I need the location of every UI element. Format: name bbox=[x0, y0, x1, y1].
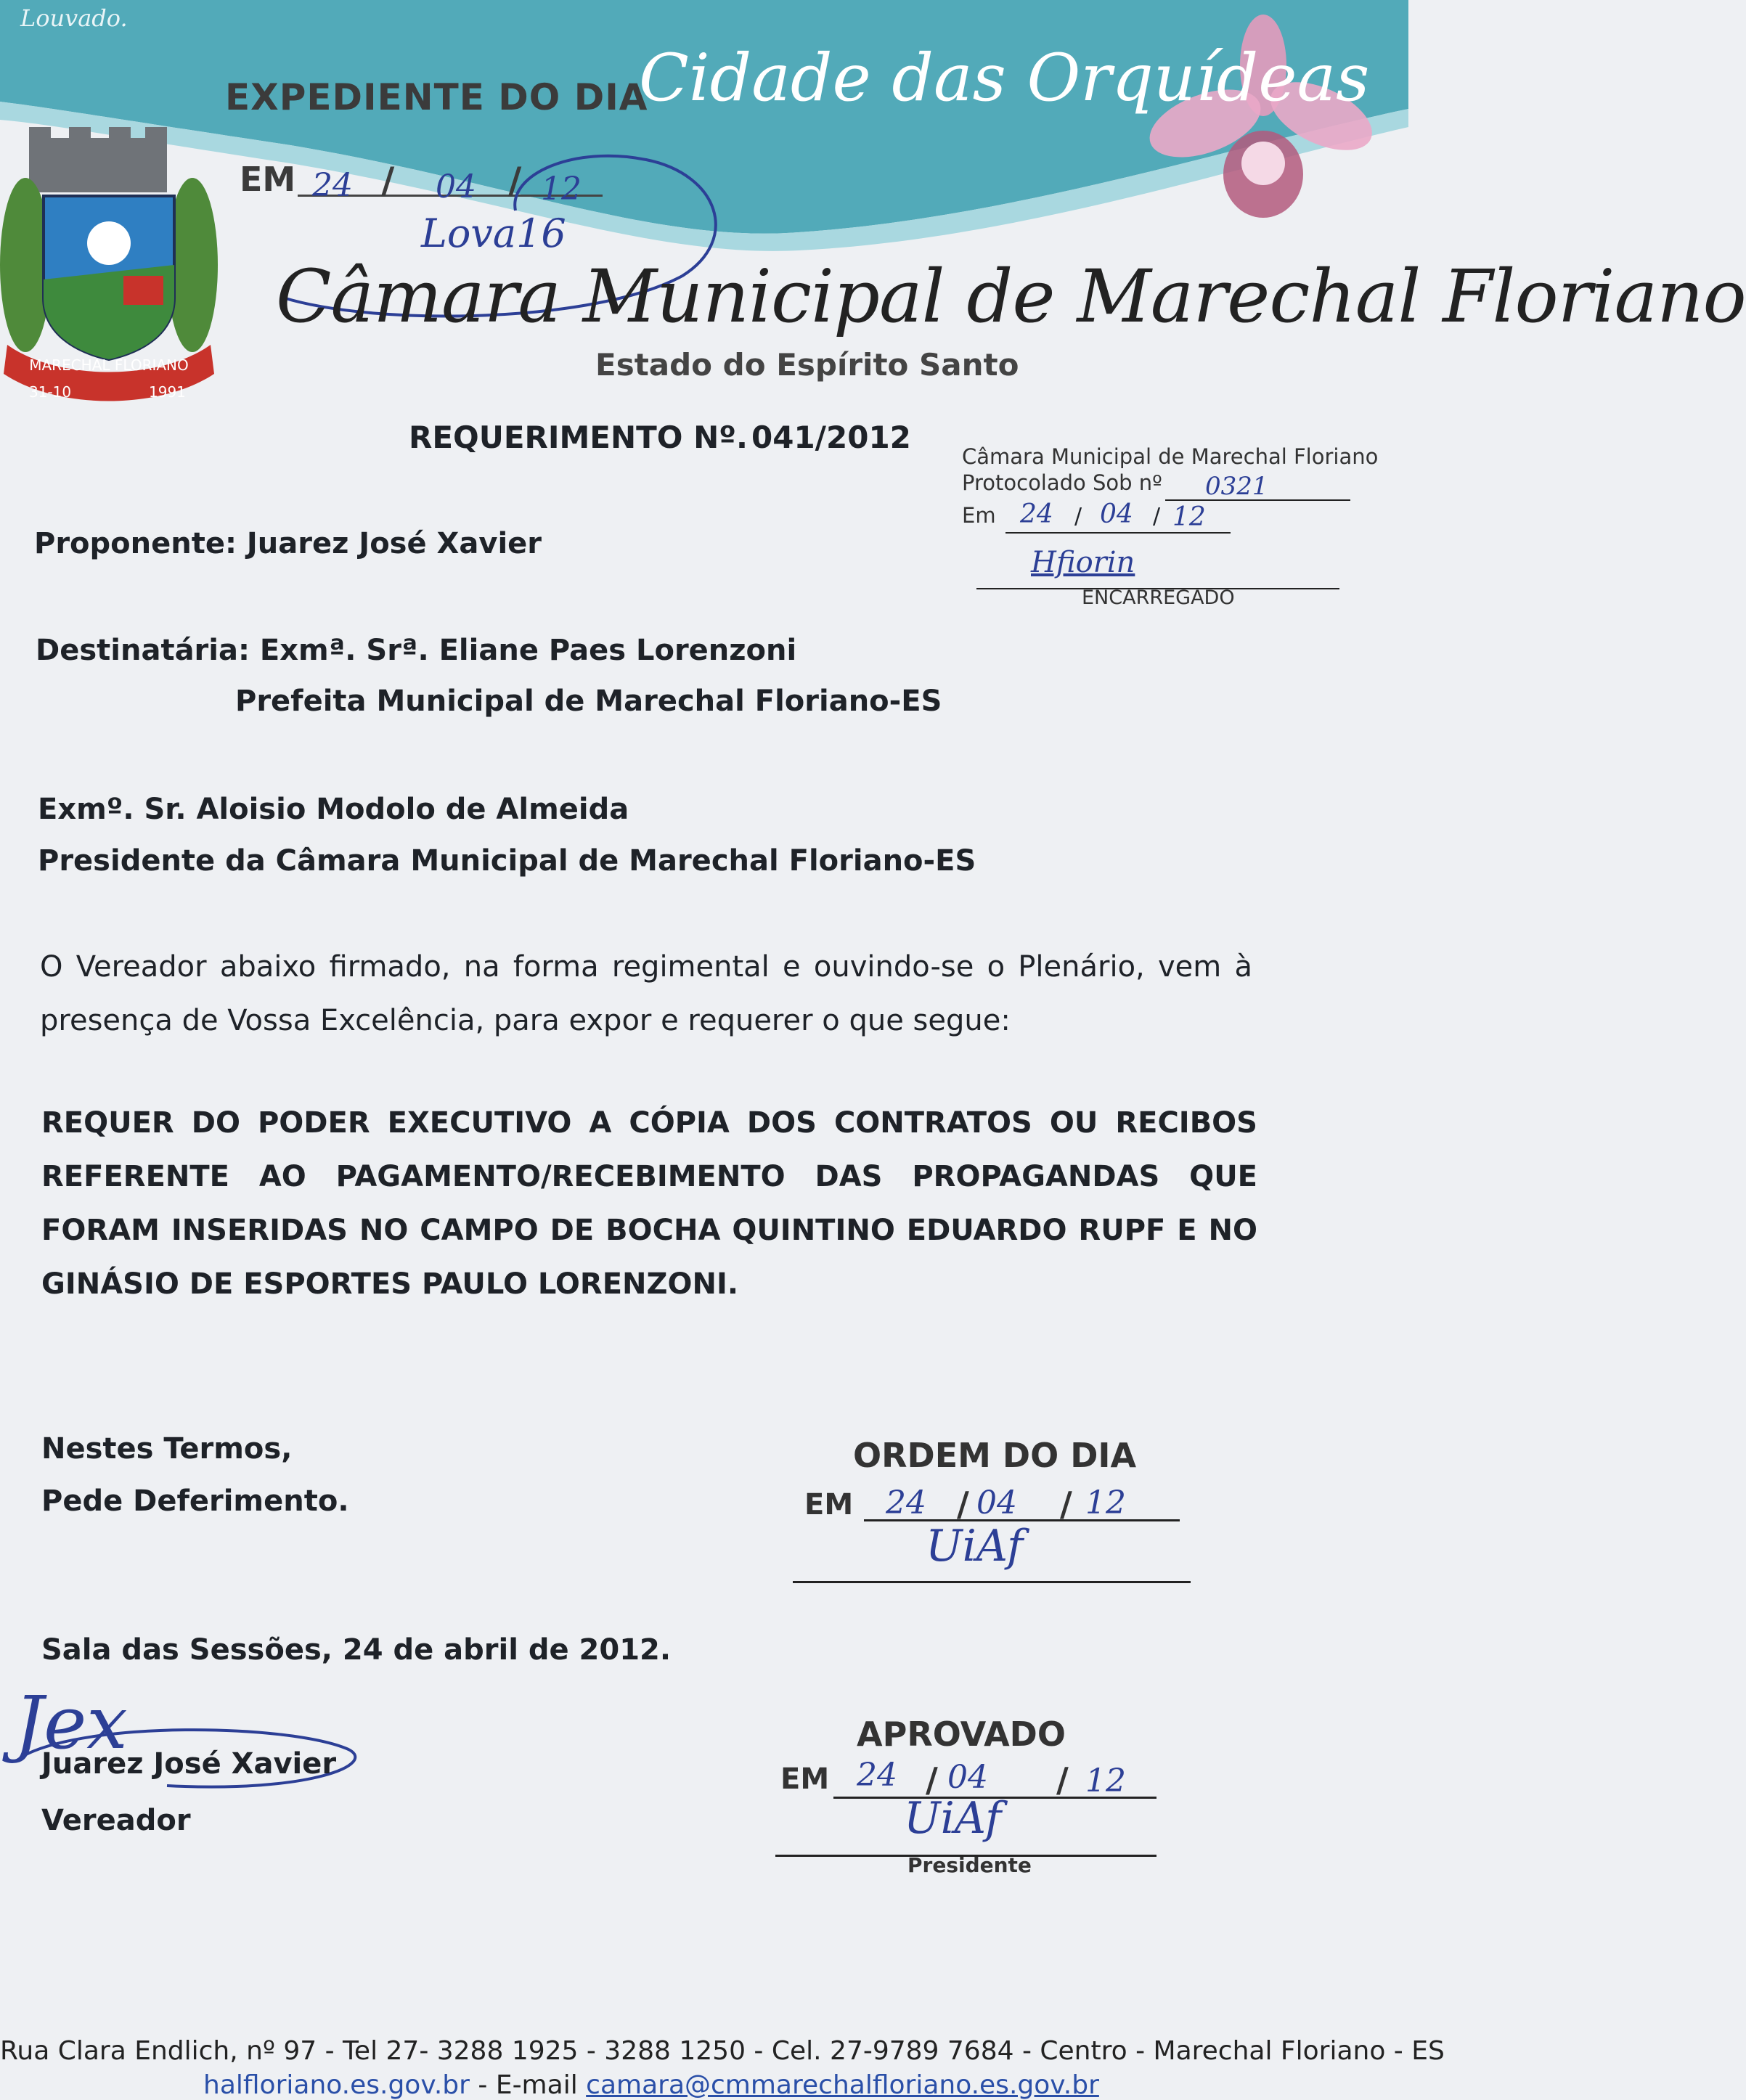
ordem-year: 12 bbox=[1085, 1484, 1126, 1521]
closing-line1: Nestes Termos, bbox=[41, 1432, 293, 1466]
expediente-handwritten-note: Lova16 bbox=[421, 211, 566, 256]
protocol-label: Protocolado Sob nº bbox=[962, 470, 1162, 495]
aprovado-role: Presidente bbox=[907, 1853, 1032, 1877]
copia-role: Presidente da Câmara Municipal de Marechal Floriano-ES bbox=[38, 844, 976, 878]
copia-name: Exmº. Sr. Aloisio Modolo de Almeida bbox=[38, 793, 629, 826]
protocol-date-line bbox=[1005, 532, 1231, 534]
protocol-month: 04 bbox=[1100, 499, 1133, 529]
expediente-em-label: EM bbox=[240, 160, 296, 199]
aprovado-day: 24 bbox=[857, 1757, 897, 1794]
footer-address: Rua Clara Endlich, nº 97 - Tel 27- 3288 1925 - 3288 1250 - Cel. 27-9789 7684 - Centro - Marechal Floriano - ES bbox=[0, 2036, 1445, 2066]
expediente-date-sep2: / bbox=[508, 160, 522, 202]
protocol-stamp-title: Câmara Municipal de Marechal Floriano bbox=[962, 444, 1379, 469]
expediente-date-sep1: / bbox=[381, 160, 395, 202]
coat-of-arms-date-left: 31-10 bbox=[29, 383, 72, 401]
ordem-signature-line bbox=[793, 1581, 1191, 1583]
expediente-date-month: 04 bbox=[436, 168, 476, 205]
closing-line2: Pede Deferimento. bbox=[41, 1484, 349, 1518]
aprovado-em-label: EM bbox=[780, 1762, 830, 1796]
session-date: Sala das Sessões, 24 de abril de 2012. bbox=[41, 1633, 672, 1667]
aprovado-date-sep2: / bbox=[1056, 1760, 1069, 1799]
protocol-date-sep1: / bbox=[1074, 504, 1082, 529]
ordem-signature: UiAf bbox=[926, 1521, 1024, 1572]
coat-of-arms-date-right: 1991 bbox=[149, 383, 186, 401]
expediente-date-day: 24 bbox=[312, 167, 353, 204]
intro-paragraph: O Vereador abaixo firmado, na forma regimental e ouvindo-se o Plenário, vem à presença de Vossa Excelência, para expor e requerer o que segue: bbox=[40, 950, 1252, 1037]
city-motto: Cidade das Orquídeas bbox=[639, 40, 1370, 116]
protocol-year: 12 bbox=[1172, 502, 1206, 532]
ordem-date-sep1: / bbox=[957, 1484, 969, 1524]
destinataria-role: Prefeita Municipal de Marechal Floriano-ES bbox=[235, 685, 942, 718]
signatory-role: Vereador bbox=[41, 1804, 191, 1837]
ordem-date-sep2: / bbox=[1060, 1484, 1072, 1524]
destinataria-label: Destinatária: Exmª. Srª. Eliane Paes Lorenzoni bbox=[36, 634, 797, 667]
aprovado-year: 12 bbox=[1085, 1762, 1126, 1799]
protocol-role: ENCARREGADO bbox=[1082, 587, 1235, 609]
aprovado-month: 04 bbox=[947, 1759, 988, 1796]
footer-email-link[interactable]: camara@cmmarechalfloriano.es.gov.br bbox=[586, 2070, 1099, 2100]
ordem-em-label: EM bbox=[804, 1488, 854, 1521]
state-name: Estado do Espírito Santo bbox=[595, 347, 1019, 383]
corner-text: Louvado. bbox=[20, 4, 128, 32]
protocol-em-label: Em bbox=[962, 503, 996, 528]
signatory-name: Juarez José Xavier bbox=[41, 1747, 337, 1781]
request-paragraph: REQUER DO PODER EXECUTIVO A CÓPIA DOS CONTRATOS OU RECIBOS REFERENTE AO PAGAMENTO/RECEBIMENTO DAS PROPAGANDAS QUE FORAM INSERIDAS NO CAMPO DE BOCHA QUINTINO EDUARDO RUPF E NO GINÁSIO DE ESPORTES PAULO LORENZONI. bbox=[41, 1106, 1257, 1301]
aprovado-title: APROVADO bbox=[857, 1715, 1066, 1754]
aprovado-date-sep1: / bbox=[926, 1760, 938, 1799]
expediente-title: EXPEDIENTE DO DIA bbox=[225, 76, 648, 118]
requerimento-label: REQUERIMENTO Nº. bbox=[409, 420, 748, 455]
proponente: Proponente: Juarez José Xavier bbox=[34, 527, 542, 560]
footer-contact-line bbox=[203, 2070, 1099, 2100]
protocol-number: 0321 bbox=[1205, 472, 1268, 501]
footer-email-label: - E-mail bbox=[478, 2070, 578, 2100]
protocol-signature: Hfiorin bbox=[1031, 546, 1135, 579]
protocol-day: 24 bbox=[1020, 499, 1053, 529]
protocol-date-sep2: / bbox=[1153, 504, 1161, 529]
ordem-do-dia-title: ORDEM DO DIA bbox=[853, 1436, 1137, 1475]
institution-name: Câmara Municipal de Marechal Floriano bbox=[276, 254, 1746, 339]
ordem-day: 24 bbox=[886, 1484, 926, 1521]
aprovado-signature: UiAf bbox=[904, 1793, 1002, 1844]
expediente-date-year: 12 bbox=[541, 171, 582, 208]
coat-of-arms-text: MARECHAL FLORIANO bbox=[29, 356, 189, 374]
signatory-signature: Jex bbox=[15, 1680, 128, 1765]
requerimento-number: 041/2012 bbox=[751, 420, 911, 455]
footer-site-fragment: halfloriano.es.gov.br bbox=[203, 2070, 470, 2100]
coat-of-arms-icon bbox=[0, 127, 218, 414]
ordem-month: 04 bbox=[976, 1484, 1017, 1521]
